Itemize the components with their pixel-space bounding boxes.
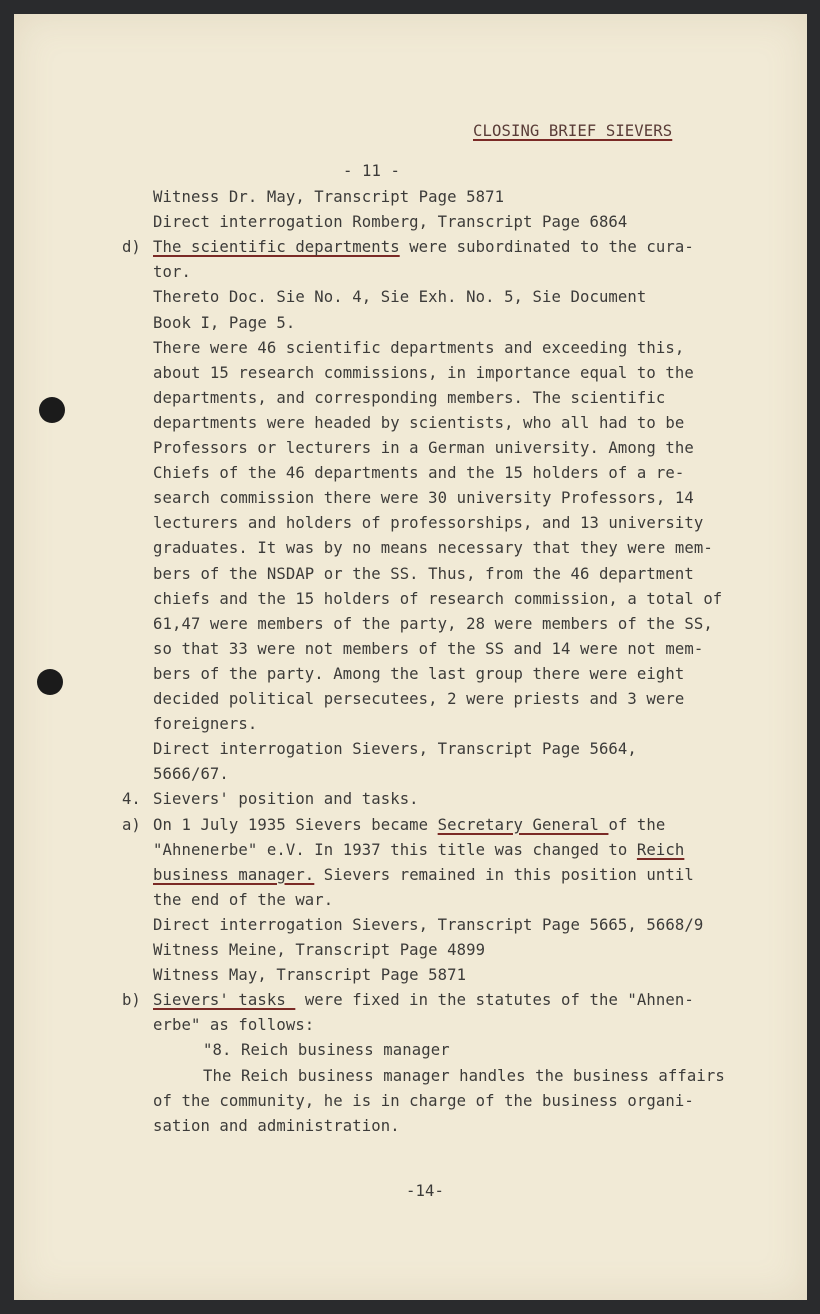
- text-line: [153, 916, 703, 934]
- text-line: [153, 790, 419, 808]
- text-segment: departments were headed by scientists, who all had to be: [153, 413, 685, 432]
- text-line: [153, 1092, 694, 1110]
- text-segment: erbe" as follows:: [153, 1016, 315, 1035]
- list-marker: a): [122, 815, 141, 834]
- text-segment: graduates. It was by no means necessary that they were mem-: [153, 539, 713, 558]
- page-number-top: - 11 -: [343, 162, 400, 180]
- text-line: [153, 615, 713, 633]
- text-segment: so that 33 were not members of the SS and 14 were not mem-: [153, 639, 704, 658]
- text-segment: departments, and corresponding members. The scientific: [153, 388, 666, 407]
- text-segment: Sievers' position and tasks.: [153, 790, 419, 809]
- text-segment: Witness Dr. May, Transcript Page 5871: [153, 188, 505, 206]
- text-segment: 61,47 were members of the party, 28 were members of the SS,: [153, 614, 713, 633]
- text-line: [153, 489, 694, 507]
- document-header: CLOSING BRIEF SIEVERS: [473, 122, 673, 140]
- text-segment: Sievers remained in this position until: [314, 865, 694, 884]
- text-segment: The Reich business manager handles the business affairs: [203, 1066, 725, 1085]
- punch-hole-bottom: [37, 669, 63, 695]
- text-line: [153, 665, 684, 683]
- text-line: [153, 866, 694, 884]
- text-segment: chiefs and the 15 holders of research commission, a total of: [153, 589, 723, 608]
- text-segment: Witness Meine, Transcript Page 4899: [153, 941, 486, 959]
- text-line: [153, 389, 665, 407]
- text-segment: Witness May, Transcript Page 5871: [153, 966, 467, 985]
- text-line: [153, 288, 646, 306]
- underlined-text: business manager.: [153, 865, 315, 884]
- list-marker: d): [122, 238, 141, 257]
- text-segment: lecturers and holders of professorships, and 13 university: [153, 514, 704, 533]
- text-line: [153, 213, 627, 231]
- text-segment: were fixed in the statutes of the "Ahnen-: [295, 991, 694, 1010]
- text-line: [153, 590, 722, 608]
- underlined-text: Sievers' tasks: [153, 991, 296, 1010]
- text-line: [153, 690, 684, 708]
- text-segment: "Ahnenerbe" e.V. In 1937 this title was changed to: [153, 840, 637, 859]
- text-line: [153, 539, 713, 557]
- text-segment: On 1 July 1935 Sievers became: [153, 815, 438, 834]
- text-line: [153, 439, 694, 457]
- text-line: [153, 314, 295, 332]
- text-line: [153, 841, 684, 859]
- text-segment: of the: [608, 815, 666, 834]
- text-segment: were subordinated to the cura-: [399, 238, 694, 257]
- text-line: [153, 1016, 314, 1034]
- page-number-bottom: -14-: [406, 1182, 444, 1200]
- list-marker: b): [122, 991, 141, 1010]
- text-line: [203, 1067, 725, 1085]
- text-line: [153, 464, 684, 482]
- text-segment: Direct interrogation Sievers, Transcript Page 5664,: [153, 740, 637, 759]
- list-marker: 4.: [122, 790, 141, 809]
- text-segment: Book I, Page 5.: [153, 313, 296, 332]
- text-line: [153, 1117, 400, 1135]
- text-line: [153, 514, 703, 532]
- text-segment: There were 46 scientific departments and exceeding this,: [153, 338, 685, 357]
- text-segment: Thereto Doc. Sie No. 4, Sie Exh. No. 5, Sie Document: [153, 288, 647, 307]
- text-segment: about 15 research commissions, in importance equal to the: [153, 363, 694, 382]
- text-line: [153, 891, 333, 909]
- text-line: [153, 816, 665, 834]
- text-segment: Professors or lecturers in a German university. Among the: [153, 439, 694, 457]
- text-segment: Chiefs of the 46 departments and the 15 holders of a re-: [153, 464, 685, 483]
- text-line: [153, 640, 703, 658]
- text-segment: Direct interrogation Romberg, Transcript Page 6864: [153, 213, 628, 232]
- text-line: [153, 966, 466, 984]
- text-line: [153, 238, 694, 256]
- text-line: [153, 414, 684, 432]
- underlined-text: Secretary General: [437, 815, 609, 834]
- text-line: [153, 263, 191, 281]
- text-segment: of the community, he is in charge of the business organi-: [153, 1091, 694, 1110]
- text-segment: bers of the NSDAP or the SS. Thus, from the 46 department: [153, 564, 694, 583]
- text-segment: foreigners.: [153, 715, 258, 734]
- text-line: [153, 991, 694, 1009]
- text-line: [153, 765, 229, 783]
- text-line: [153, 715, 257, 733]
- punch-hole-top: [39, 397, 65, 423]
- text-segment: the end of the war.: [153, 890, 334, 909]
- text-segment: tor.: [153, 263, 191, 282]
- text-segment: search commission there were 30 university Professors, 14: [153, 489, 694, 508]
- underlined-text: Reich: [636, 840, 685, 859]
- text-line: [153, 565, 694, 583]
- text-segment: sation and administration.: [153, 1116, 400, 1135]
- text-segment: bers of the party. Among the last group there were eight: [153, 664, 685, 683]
- text-line: [153, 941, 485, 959]
- text-line: [203, 1041, 450, 1059]
- text-segment: Direct interrogation Sievers, Transcript Page 5665, 5668/9: [153, 915, 704, 934]
- text-segment: 5666/67.: [153, 765, 229, 784]
- text-line: [153, 188, 504, 206]
- text-line: [153, 364, 694, 382]
- underlined-text: The scientific departments: [153, 238, 400, 257]
- document-page: [14, 14, 807, 1300]
- text-segment: decided political persecutees, 2 were priests and 3 were: [153, 690, 685, 708]
- text-segment: "8. Reich business manager: [203, 1041, 450, 1060]
- text-line: [153, 339, 684, 357]
- text-line: [153, 740, 637, 758]
